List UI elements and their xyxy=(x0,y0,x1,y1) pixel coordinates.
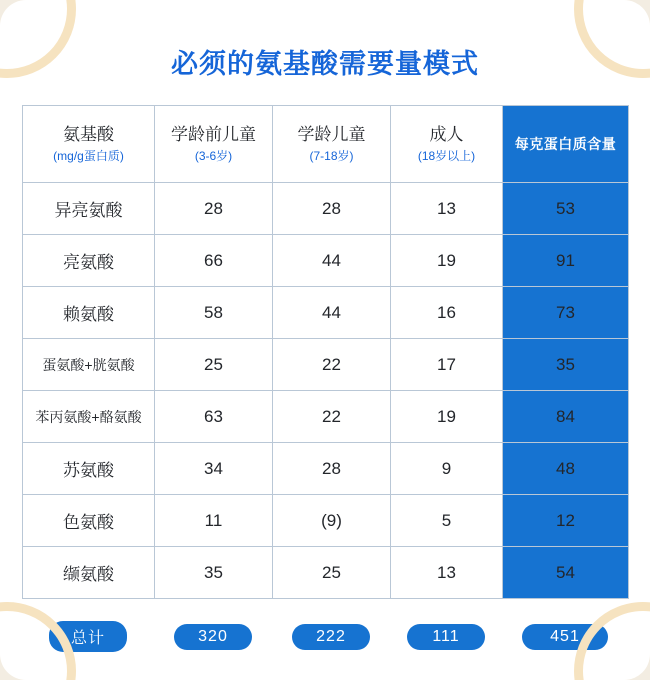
table-header-row xyxy=(23,106,629,183)
column-header-per-gram-protein xyxy=(503,106,629,183)
row-label: 缬氨酸 xyxy=(23,547,155,599)
column-header-preschool-main: 学龄前儿童 xyxy=(171,124,256,144)
total-school-cell xyxy=(272,621,390,652)
table-header xyxy=(23,106,629,183)
row-label: 色氨酸 xyxy=(23,495,155,547)
cell-school: 28 xyxy=(273,443,391,495)
column-header-school xyxy=(273,106,391,183)
column-header-adult xyxy=(391,106,503,183)
cell-school: 22 xyxy=(273,339,391,391)
table-row xyxy=(23,235,629,287)
cell-per-gram: 91 xyxy=(503,235,629,287)
totals-row xyxy=(0,599,650,652)
row-label: 蛋氨酸+胱氨酸 xyxy=(23,339,155,391)
cell-preschool: 28 xyxy=(155,183,273,235)
column-header-amino-acid-sub: (mg/g蛋白质) xyxy=(53,148,124,163)
table-container xyxy=(0,91,650,599)
cell-school: (9) xyxy=(273,495,391,547)
cell-adult: 19 xyxy=(391,235,503,287)
cell-adult: 13 xyxy=(391,547,503,599)
total-adult-pill: 111 xyxy=(407,624,485,650)
column-header-school-main: 学龄儿童 xyxy=(297,124,366,144)
row-label: 异亮氨酸 xyxy=(23,183,155,235)
total-school-pill: 222 xyxy=(292,624,370,650)
table-row xyxy=(23,339,629,391)
column-header-school-sub: (7-18岁) xyxy=(309,148,354,163)
table-row xyxy=(23,443,629,495)
total-preschool-pill: 320 xyxy=(174,624,252,650)
table-body xyxy=(23,183,629,599)
cell-school: 44 xyxy=(273,287,391,339)
cell-per-gram: 53 xyxy=(503,183,629,235)
cell-school: 25 xyxy=(273,547,391,599)
cell-preschool: 66 xyxy=(155,235,273,287)
cell-per-gram: 54 xyxy=(503,547,629,599)
cell-adult: 13 xyxy=(391,183,503,235)
row-label: 苏氨酸 xyxy=(23,443,155,495)
column-header-amino-acid xyxy=(23,106,155,183)
cell-preschool: 58 xyxy=(155,287,273,339)
cell-per-gram: 12 xyxy=(503,495,629,547)
table-row xyxy=(23,495,629,547)
cell-adult: 5 xyxy=(391,495,503,547)
cell-per-gram: 48 xyxy=(503,443,629,495)
cell-adult: 19 xyxy=(391,391,503,443)
table-row xyxy=(23,287,629,339)
table-row xyxy=(23,391,629,443)
cell-preschool: 63 xyxy=(155,391,273,443)
cell-per-gram: 35 xyxy=(503,339,629,391)
cell-preschool: 35 xyxy=(155,547,273,599)
column-header-amino-acid-main: 氨基酸 xyxy=(63,124,114,144)
cell-school: 22 xyxy=(273,391,391,443)
row-label: 赖氨酸 xyxy=(23,287,155,339)
table-row xyxy=(23,183,629,235)
cell-school: 44 xyxy=(273,235,391,287)
page-title: 必须的氨基酸需要量模式 xyxy=(171,49,479,79)
cell-per-gram: 84 xyxy=(503,391,629,443)
column-header-per-gram-protein-main: 每克蛋白质含量 xyxy=(514,135,617,152)
total-label-pill: 总计 xyxy=(49,621,127,652)
column-header-adult-main: 成人 xyxy=(429,124,464,144)
column-header-preschool-sub: (3-6岁) xyxy=(194,148,233,163)
row-label: 亮氨酸 xyxy=(23,235,155,287)
total-adult-cell xyxy=(390,621,502,652)
amino-acid-table xyxy=(22,105,629,599)
cell-preschool: 25 xyxy=(155,339,273,391)
row-label: 苯丙氨酸+酪氨酸 xyxy=(23,391,155,443)
cell-adult: 17 xyxy=(391,339,503,391)
cell-per-gram: 73 xyxy=(503,287,629,339)
total-per-gram-pill: 451 xyxy=(522,624,608,650)
cell-preschool: 34 xyxy=(155,443,273,495)
cell-adult: 16 xyxy=(391,287,503,339)
column-header-preschool xyxy=(155,106,273,183)
cell-school: 28 xyxy=(273,183,391,235)
cell-adult: 9 xyxy=(391,443,503,495)
cell-preschool: 11 xyxy=(155,495,273,547)
table-row xyxy=(23,547,629,599)
column-header-adult-sub: (18岁以上) xyxy=(417,148,476,163)
total-preschool-cell xyxy=(154,621,272,652)
